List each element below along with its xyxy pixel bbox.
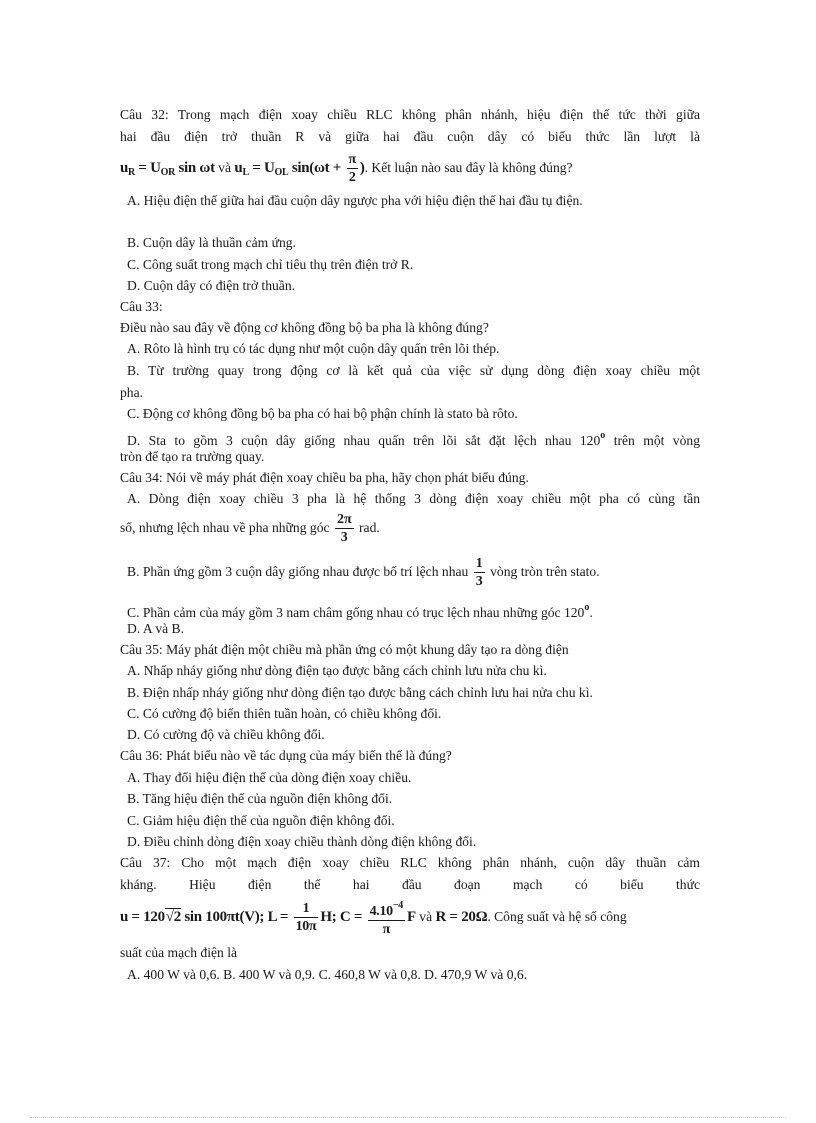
q37-L-fraction: $\frac{1}{10\pi}$ [295,901,317,935]
q37-stem-tail: . Công suất và hệ số công [487,909,627,924]
q32-option-c: C. Công suất trong mạch chỉ tiêu thụ trên điện trở R. [127,257,414,272]
q36-option-b: B. Tăng hiệu điện thế của nguồn điện không đổi. [127,791,393,806]
q34-stem: Câu 34: Nói về máy phát điện xoay chiều ba pha, hãy chọn phát biểu đúng. [120,470,529,485]
q35-option-a: A. Nhấp nháy giống như dòng điện tạo được bằng cách chỉnh lưu nửa chu kì. [127,663,547,678]
q33-option-d-line-1: D. Sta to gồm 3 cuộn dây giống nhau quấn trên lõi sắt đặt lệch nhau 120$^o$ trên một vòng [127,430,700,448]
q37-and: và [415,909,436,924]
q37-stem-line-2: kháng. Hiệu điện thế hai đầu đoạn mạch có biểu thức [120,877,700,892]
q32-stem-line-2: hai đầu điện trở thuần R và giữa hai đầu cuộn dây có biểu thức lần lượt là [120,129,700,144]
q37-options: A. 400 W và 0,6. B. 400 W và 0,9. C. 460,8 W và 0,8. D. 470,9 W và 0,6. [127,967,528,982]
q37-C-fraction: $\frac{4.10^{-4}}{\pi}$ [368,897,405,938]
q37-stem-line-4: suất của mạch điện là [120,945,238,960]
q32-option-b: B. Cuộn dây là thuần cảm ứng. [127,235,296,250]
q34-option-d: D. A và B. [127,621,185,636]
q36-stem: Câu 36: Phát biểu nào về tác dụng của máy biến thế là đúng? [120,748,452,763]
q36-option-c: C. Giảm hiệu điện thế của nguồn điện không đổi. [127,813,395,828]
q37-formula-line [120,896,700,938]
q33-option-c: C. Động cơ không đồng bộ ba pha có hai bộ phận chính là stato bà rôto. [127,406,518,421]
q37-stem-line-1: Câu 37: Cho một mạch điện xoay chiều RLC không phân nhánh, cuộn dây thuần cảm [120,855,700,870]
page-bottom-rule [30,1117,786,1118]
q34-option-c: C. Phần cảm của máy gồm 3 nam châm gống nhau có trục lệch nhau những góc 120$^o$. [127,602,593,620]
q32-option-a: A. Hiệu điện thế giữa hai đầu cuộn dây ngược pha với hiệu điện thế hai đầu tụ điện. [127,193,583,208]
q37-R-value: R = 20Ω [435,909,488,925]
q32-formula-uL: $u_L = U_{OL}$ sin(ωt + $\frac{\pi}{2}$ ) [234,152,365,185]
q32-formula-uR: $u_R = U_{OR}$ sin ωt [120,159,215,178]
q33-option-b-line-1: B. Từ trường quay trong động cơ là kết quả của việc sử dụng dòng điện xoay chiều một [127,363,700,378]
q34-option-a-line-2: số, nhưng lệch nhau về pha những góc $\frac{2\pi}{3}$ rad. [120,512,380,546]
q35-option-c: C. Có cường độ biến thiên tuần hoàn, có chiều không đổi. [127,706,442,721]
q35-option-d: D. Có cường độ và chiều không đổi. [127,727,325,742]
q33-option-a: A. Rôto là hình trụ có tác dụng như một cuộn dây quấn trên lõi thép. [127,341,500,356]
q32-stem-tail: . Kết luận nào sau đây là không đúng? [364,159,573,175]
q34-option-b: B. Phần ứng gồm 3 cuộn dây giống nhau được bố trí lệch nhau $\frac{1}{3}$ vòng tròn trên stato. [127,556,600,590]
q33-option-d-line-2: tròn để tạo ra trường quay. [120,449,265,464]
q35-stem: Câu 35: Máy phát điện một chiều mà phần ứng có một khung dây tạo ra dòng điện [120,642,569,657]
q35-option-b: B. Điện nhấp nháy giống như dòng điện tạo được bằng cách chỉnh lưu hai nửa chu kì. [127,685,593,700]
q33-option-b-line-2: pha. [120,385,144,400]
q33-title: Câu 33: [120,299,163,314]
q34-two-pi-over-3-fraction: $\frac{2\pi}{3}$ [336,512,352,546]
q34-one-third-fraction: $\frac{1}{3}$ [475,556,483,590]
q37-formula: u = 120√2 sin 100πt(V); L = $\frac{1}{10\pi}$ H; C = $\frac{4.10^{-4}}{\pi}$ F [120,909,416,925]
q32-stem-line-1: Câu 32: Trong mạch điện xoay chiều RLC không phân nhánh, hiệu điện thế tức thời giữa [120,107,700,122]
q32-option-d: D. Cuộn dây có điện trở thuần. [127,278,296,293]
q34-option-a-line-1: A. Dòng điện xoay chiều 3 pha là hệ thống 3 dòng điện xoay chiều một pha có cùng tần [127,491,700,506]
q36-option-a: A. Thay đổi hiệu điện thế của dòng điện xoay chiều. [127,770,412,785]
q32-pi-over-2-fraction: $\frac{\pi}{2}$ [348,152,356,185]
q33-stem: Điều nào sau đây về động cơ không đồng bộ ba pha là không đúng? [120,320,489,335]
q32-and: và [214,159,235,175]
q37-sqrt: √2 [165,909,181,925]
q36-option-d: D. Điều chỉnh dòng điện xoay chiều thành dòng điện không đổi. [127,834,477,849]
q32-formula-line [120,151,700,188]
